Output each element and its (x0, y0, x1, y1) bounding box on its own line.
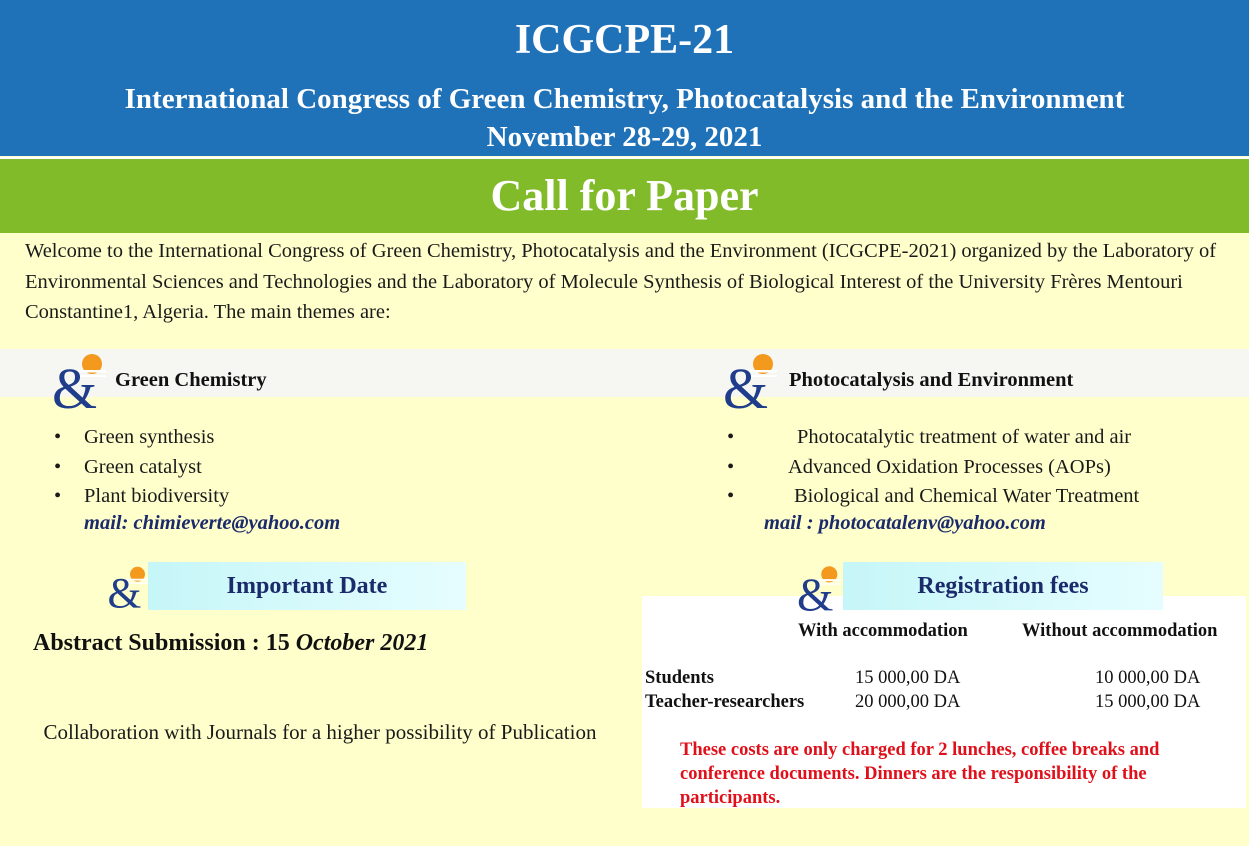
svg-text:&: & (797, 568, 834, 613)
ampersand-sun-logo-icon (50, 350, 106, 412)
important-date-heading: Important Date (148, 562, 466, 610)
fee-with: 15 000,00 DA (855, 668, 961, 688)
list-item: • Biological and Chemical Water Treatment (727, 482, 1139, 512)
fee-without: 10 000,00 DA (1095, 668, 1201, 688)
svg-text:&: & (107, 569, 142, 611)
green-chemistry-mail[interactable]: mail: chimieverte@yahoo.com (84, 512, 341, 534)
photocatalysis-list (727, 423, 1139, 512)
abstract-label: Abstract Submission : 15 (33, 630, 296, 656)
photocatalysis-mail[interactable]: mail : photocatalenv@yahoo.com (764, 512, 1046, 534)
list-item: • Green catalyst (54, 453, 229, 483)
fee-without: 15 000,00 DA (1095, 692, 1201, 712)
fee-with: 20 000,00 DA (855, 692, 961, 712)
congress-title: ICGCPE-21 (0, 0, 1249, 81)
list-item: • Photocatalytic treatment of water and air (727, 423, 1139, 453)
list-item: • Plant biodiversity (54, 482, 229, 512)
call-for-paper-banner: Call for Paper (0, 157, 1249, 233)
theme-green-chemistry-title: Green Chemistry (115, 369, 267, 391)
ampersand-sun-logo-icon (795, 563, 841, 613)
row-label: Teacher-researchers (645, 692, 805, 712)
list-item: • Advanced Oxidation Processes (AOPs) (727, 453, 1139, 483)
abstract-submission (33, 630, 428, 657)
row-label: Students (645, 668, 714, 688)
congress-subtitle: International Congress of Green Chemistry, Photocatalysis and the Environment (0, 80, 1249, 119)
list-item: • Green synthesis (54, 423, 229, 453)
ampersand-sun-logo-icon (721, 350, 777, 412)
congress-dates: November 28-29, 2021 (0, 118, 1249, 156)
theme-photocatalysis-title: Photocatalysis and Environment (789, 369, 1074, 391)
green-chemistry-list (54, 423, 229, 512)
ampersand-sun-logo-icon (106, 563, 148, 611)
column-header: With accommodation (798, 621, 968, 641)
svg-text:&: & (52, 356, 98, 412)
registration-fees-heading: Registration fees (843, 562, 1163, 610)
welcome-paragraph: Welcome to the International Congress of Green Chemistry, Photocatalysis and the Environment (ICGCPE-2021) organized by the Laboratory of Environmental Sciences and Technologies and the Laboratory of Molecule Synthesis of Biological Interest of the University Frères Mentouri Constantine1, Algeria. The main themes are: (25, 240, 1217, 323)
svg-text:&: & (723, 356, 769, 412)
abstract-date: October 2021 (295, 630, 429, 656)
fees-note: These costs are only charged for 2 lunches, coffee breaks and conference documents. Dinners are the responsibility of the participants. (680, 740, 1160, 808)
collaboration-text: Collaboration with Journals for a higher possibility of Publication (43, 720, 597, 744)
column-header: Without accommodation (1022, 621, 1218, 641)
